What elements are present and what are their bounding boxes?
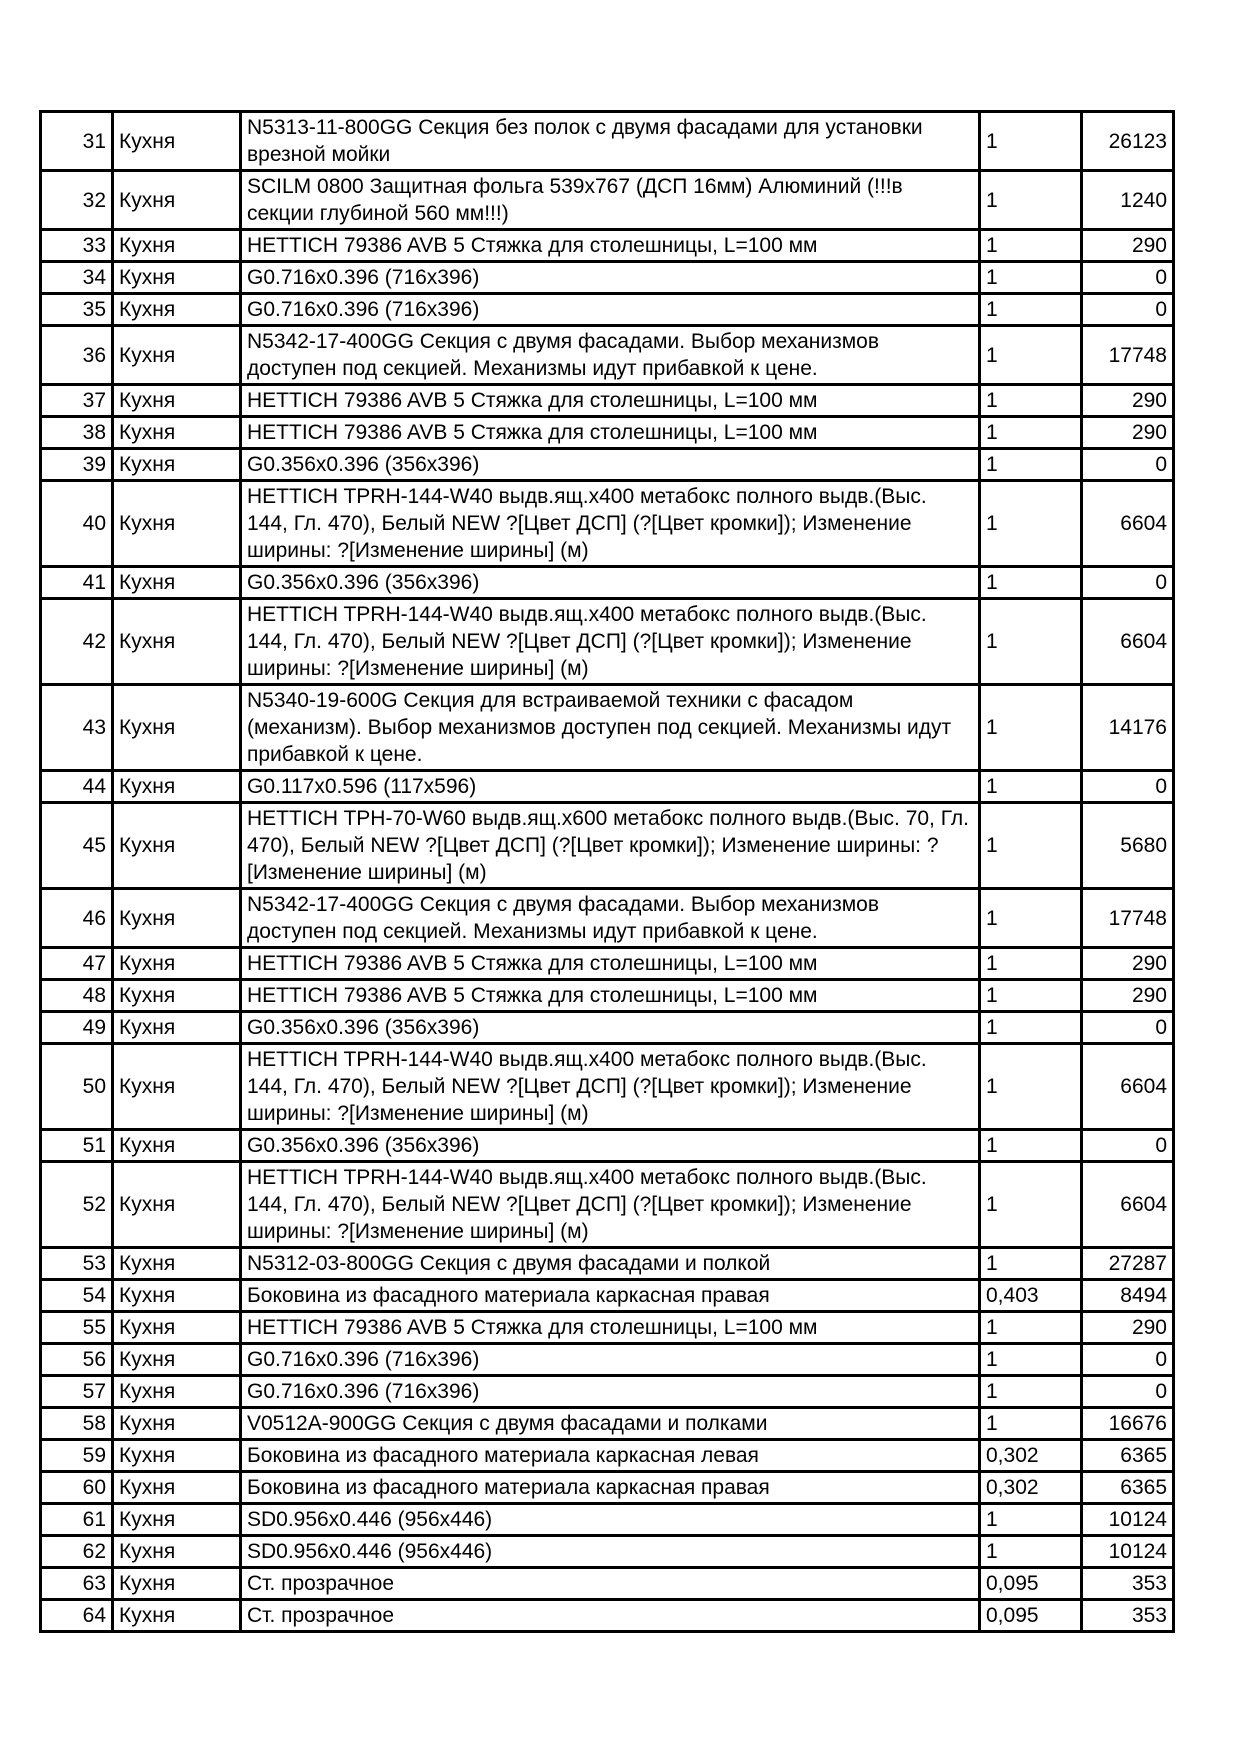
quantity-cell: 1: [980, 481, 1082, 567]
row-number-cell: 62: [41, 1536, 113, 1568]
price-cell: 0: [1082, 771, 1174, 803]
price-cell: 16676: [1082, 1408, 1174, 1440]
table-row: [41, 889, 1174, 948]
description-cell: Ст. прозрачное: [241, 1568, 980, 1600]
quantity-cell: 1: [980, 1408, 1082, 1440]
price-cell: 0: [1082, 1130, 1174, 1162]
description-cell: Ст. прозрачное: [241, 1600, 980, 1632]
row-number-cell: 56: [41, 1344, 113, 1376]
category-cell: Кухня: [113, 1376, 241, 1408]
price-cell: 8494: [1082, 1280, 1174, 1312]
row-number-cell: 35: [41, 294, 113, 326]
table-row: [41, 685, 1174, 771]
category-cell: Кухня: [113, 171, 241, 230]
price-cell: 14176: [1082, 685, 1174, 771]
quantity-cell: 1: [980, 294, 1082, 326]
price-cell: 17748: [1082, 326, 1174, 385]
quantity-cell: 0,095: [980, 1600, 1082, 1632]
table-row: [41, 449, 1174, 481]
table-row: [41, 1344, 1174, 1376]
price-cell: 290: [1082, 417, 1174, 449]
table-row: [41, 326, 1174, 385]
description-cell: G0.356x0.396 (356x396): [241, 1130, 980, 1162]
table-row: [41, 567, 1174, 599]
table-row: [41, 1600, 1174, 1632]
category-cell: Кухня: [113, 1472, 241, 1504]
row-number-cell: 58: [41, 1408, 113, 1440]
row-number-cell: 50: [41, 1044, 113, 1130]
row-number-cell: 33: [41, 230, 113, 262]
row-number-cell: 43: [41, 685, 113, 771]
price-cell: 6604: [1082, 1162, 1174, 1248]
category-cell: Кухня: [113, 1568, 241, 1600]
row-number-cell: 34: [41, 262, 113, 294]
price-cell: 6604: [1082, 599, 1174, 685]
table-row: [41, 1044, 1174, 1130]
quantity-cell: 0,302: [980, 1472, 1082, 1504]
description-cell: HETTICH 79386 AVB 5 Стяжка для столешницы, L=100 мм: [241, 385, 980, 417]
category-cell: Кухня: [113, 1130, 241, 1162]
quantity-cell: 1: [980, 1312, 1082, 1344]
description-cell: HETTICH TPRH-144-W40 выдв.ящ.х400 метабокс полного выдв.(Выс. 144, Гл. 470), Белый NEW ?[Цвет ДСП] (?[Цвет кромки]); Изменение ширины: ?[Изменение ширины] (м): [241, 1044, 980, 1130]
price-cell: 290: [1082, 948, 1174, 980]
quantity-cell: 1: [980, 230, 1082, 262]
price-cell: 0: [1082, 294, 1174, 326]
price-cell: 26123: [1082, 112, 1174, 171]
table-row: [41, 171, 1174, 230]
description-cell: HETTICH 79386 AVB 5 Стяжка для столешницы, L=100 мм: [241, 948, 980, 980]
row-number-cell: 57: [41, 1376, 113, 1408]
category-cell: Кухня: [113, 980, 241, 1012]
price-cell: 0: [1082, 567, 1174, 599]
category-cell: Кухня: [113, 685, 241, 771]
table-row: [41, 599, 1174, 685]
category-cell: Кухня: [113, 1012, 241, 1044]
price-cell: 17748: [1082, 889, 1174, 948]
row-number-cell: 48: [41, 980, 113, 1012]
category-cell: Кухня: [113, 230, 241, 262]
category-cell: Кухня: [113, 112, 241, 171]
quantity-cell: 1: [980, 1504, 1082, 1536]
table-row: [41, 230, 1174, 262]
description-cell: Боковина из фасадного материала каркасная правая: [241, 1472, 980, 1504]
row-number-cell: 49: [41, 1012, 113, 1044]
row-number-cell: 38: [41, 417, 113, 449]
category-cell: Кухня: [113, 294, 241, 326]
category-cell: Кухня: [113, 262, 241, 294]
table-row: [41, 1376, 1174, 1408]
table-row: [41, 417, 1174, 449]
table-row: [41, 112, 1174, 171]
description-cell: Боковина из фасадного материала каркасная левая: [241, 1440, 980, 1472]
category-cell: Кухня: [113, 326, 241, 385]
quantity-cell: 1: [980, 326, 1082, 385]
quantity-cell: 1: [980, 449, 1082, 481]
row-number-cell: 63: [41, 1568, 113, 1600]
category-cell: Кухня: [113, 1536, 241, 1568]
category-cell: Кухня: [113, 417, 241, 449]
description-cell: V0512A-900GG Секция с двумя фасадами и полками: [241, 1408, 980, 1440]
quantity-cell: 1: [980, 1376, 1082, 1408]
category-cell: Кухня: [113, 1440, 241, 1472]
category-cell: Кухня: [113, 1600, 241, 1632]
category-cell: Кухня: [113, 803, 241, 889]
table-row: [41, 1440, 1174, 1472]
description-cell: SD0.956x0.446 (956x446): [241, 1504, 980, 1536]
row-number-cell: 61: [41, 1504, 113, 1536]
quantity-cell: 1: [980, 980, 1082, 1012]
table-row: [41, 948, 1174, 980]
price-cell: 6604: [1082, 481, 1174, 567]
description-cell: N5313-11-800GG Секция без полок с двумя фасадами для установки врезной мойки: [241, 112, 980, 171]
price-cell: 1240: [1082, 171, 1174, 230]
category-cell: Кухня: [113, 1162, 241, 1248]
quantity-cell: 0,302: [980, 1440, 1082, 1472]
description-cell: HETTICH TPRH-144-W40 выдв.ящ.х400 метабокс полного выдв.(Выс. 144, Гл. 470), Белый NEW ?[Цвет ДСП] (?[Цвет кромки]); Изменение ширины: ?[Изменение ширины] (м): [241, 1162, 980, 1248]
row-number-cell: 36: [41, 326, 113, 385]
table-row: [41, 1568, 1174, 1600]
price-cell: 6604: [1082, 1044, 1174, 1130]
description-cell: HETTICH TPRH-144-W40 выдв.ящ.х400 метабокс полного выдв.(Выс. 144, Гл. 470), Белый NEW ?[Цвет ДСП] (?[Цвет кромки]); Изменение ширины: ?[Изменение ширины] (м): [241, 481, 980, 567]
category-cell: Кухня: [113, 449, 241, 481]
description-cell: HETTICH 79386 AVB 5 Стяжка для столешницы, L=100 мм: [241, 417, 980, 449]
price-cell: 10124: [1082, 1504, 1174, 1536]
table-row: [41, 1472, 1174, 1504]
category-cell: Кухня: [113, 599, 241, 685]
price-cell: 27287: [1082, 1248, 1174, 1280]
quantity-cell: 0,403: [980, 1280, 1082, 1312]
row-number-cell: 37: [41, 385, 113, 417]
row-number-cell: 64: [41, 1600, 113, 1632]
row-number-cell: 44: [41, 771, 113, 803]
row-number-cell: 54: [41, 1280, 113, 1312]
row-number-cell: 40: [41, 481, 113, 567]
quantity-cell: 1: [980, 1344, 1082, 1376]
row-number-cell: 53: [41, 1248, 113, 1280]
price-cell: 290: [1082, 980, 1174, 1012]
quantity-cell: 1: [980, 171, 1082, 230]
table-row: [41, 294, 1174, 326]
category-cell: Кухня: [113, 1408, 241, 1440]
table-row: [41, 1280, 1174, 1312]
description-cell: SD0.956x0.446 (956x446): [241, 1536, 980, 1568]
price-cell: 353: [1082, 1600, 1174, 1632]
quantity-cell: 1: [980, 417, 1082, 449]
description-cell: HETTICH 79386 AVB 5 Стяжка для столешницы, L=100 мм: [241, 1312, 980, 1344]
row-number-cell: 51: [41, 1130, 113, 1162]
price-cell: 0: [1082, 262, 1174, 294]
table-row: [41, 1312, 1174, 1344]
row-number-cell: 45: [41, 803, 113, 889]
description-cell: HETTICH 79386 AVB 5 Стяжка для столешницы, L=100 мм: [241, 980, 980, 1012]
row-number-cell: 46: [41, 889, 113, 948]
category-cell: Кухня: [113, 1248, 241, 1280]
quantity-cell: 1: [980, 1248, 1082, 1280]
description-cell: N5342-17-400GG Секция с двумя фасадами. Выбор механизмов доступен под секцией. Механизмы идут прибавкой к цене.: [241, 889, 980, 948]
quantity-cell: 1: [980, 771, 1082, 803]
table-row: [41, 262, 1174, 294]
row-number-cell: 60: [41, 1472, 113, 1504]
description-cell: G0.117x0.596 (117x596): [241, 771, 980, 803]
table-row: [41, 1012, 1174, 1044]
quantity-cell: 1: [980, 889, 1082, 948]
description-cell: HETTICH TPH-70-W60 выдв.ящ.х600 метабокс полного выдв.(Выс. 70, Гл. 470), Белый NEW ?[Цвет ДСП] (?[Цвет кромки]); Изменение ширины: ?[Изменение ширины] (м): [241, 803, 980, 889]
row-number-cell: 39: [41, 449, 113, 481]
row-number-cell: 52: [41, 1162, 113, 1248]
description-cell: N5342-17-400GG Секция с двумя фасадами. Выбор механизмов доступен под секцией. Механизмы идут прибавкой к цене.: [241, 326, 980, 385]
description-cell: HETTICH 79386 AVB 5 Стяжка для столешницы, L=100 мм: [241, 230, 980, 262]
table-row: [41, 385, 1174, 417]
price-cell: 5680: [1082, 803, 1174, 889]
price-cell: 6365: [1082, 1440, 1174, 1472]
category-cell: Кухня: [113, 948, 241, 980]
quantity-cell: 1: [980, 1044, 1082, 1130]
row-number-cell: 47: [41, 948, 113, 980]
category-cell: Кухня: [113, 889, 241, 948]
quantity-cell: 1: [980, 567, 1082, 599]
category-cell: Кухня: [113, 481, 241, 567]
quantity-cell: 1: [980, 1130, 1082, 1162]
price-cell: 290: [1082, 230, 1174, 262]
price-cell: 290: [1082, 385, 1174, 417]
description-cell: G0.356x0.396 (356x396): [241, 1012, 980, 1044]
description-cell: N5312-03-800GG Секция с двумя фасадами и полкой: [241, 1248, 980, 1280]
category-cell: Кухня: [113, 1312, 241, 1344]
table-row: [41, 1408, 1174, 1440]
row-number-cell: 41: [41, 567, 113, 599]
table-row: [41, 1248, 1174, 1280]
row-number-cell: 31: [41, 112, 113, 171]
description-cell: G0.356x0.396 (356x396): [241, 567, 980, 599]
description-cell: G0.716x0.396 (716x396): [241, 262, 980, 294]
quantity-cell: 1: [980, 685, 1082, 771]
price-cell: 0: [1082, 1376, 1174, 1408]
description-cell: G0.356x0.396 (356x396): [241, 449, 980, 481]
table-row: [41, 1162, 1174, 1248]
table-row: [41, 771, 1174, 803]
items-table: [39, 110, 1175, 1633]
category-cell: Кухня: [113, 771, 241, 803]
quantity-cell: 0,095: [980, 1568, 1082, 1600]
row-number-cell: 55: [41, 1312, 113, 1344]
quantity-cell: 1: [980, 1536, 1082, 1568]
price-cell: 6365: [1082, 1472, 1174, 1504]
description-cell: G0.716x0.396 (716x396): [241, 1376, 980, 1408]
category-cell: Кухня: [113, 1044, 241, 1130]
row-number-cell: 42: [41, 599, 113, 685]
description-cell: HETTICH TPRH-144-W40 выдв.ящ.х400 метабокс полного выдв.(Выс. 144, Гл. 470), Белый NEW ?[Цвет ДСП] (?[Цвет кромки]); Изменение ширины: ?[Изменение ширины] (м): [241, 599, 980, 685]
table-row: [41, 1536, 1174, 1568]
price-cell: 0: [1082, 449, 1174, 481]
table-row: [41, 1504, 1174, 1536]
quantity-cell: 1: [980, 1162, 1082, 1248]
description-cell: SCILM 0800 Защитная фольга 539х767 (ДСП 16мм) Алюминий (!!!в секции глубиной 560 мм!!!): [241, 171, 980, 230]
price-cell: 353: [1082, 1568, 1174, 1600]
quantity-cell: 1: [980, 112, 1082, 171]
description-cell: G0.716x0.396 (716x396): [241, 294, 980, 326]
category-cell: Кухня: [113, 1504, 241, 1536]
quantity-cell: 1: [980, 599, 1082, 685]
price-cell: 0: [1082, 1012, 1174, 1044]
quantity-cell: 1: [980, 803, 1082, 889]
table-row: [41, 1130, 1174, 1162]
row-number-cell: 59: [41, 1440, 113, 1472]
table-row: [41, 481, 1174, 567]
description-cell: G0.716x0.396 (716x396): [241, 1344, 980, 1376]
quantity-cell: 1: [980, 948, 1082, 980]
row-number-cell: 32: [41, 171, 113, 230]
category-cell: Кухня: [113, 1280, 241, 1312]
table-row: [41, 980, 1174, 1012]
quantity-cell: 1: [980, 262, 1082, 294]
table-row: [41, 803, 1174, 889]
items-table-body: [41, 112, 1174, 1632]
quantity-cell: 1: [980, 385, 1082, 417]
description-cell: N5340-19-600G Секция для встраиваемой техники с фасадом (механизм). Выбор механизмов доступен под секцией. Механизмы идут прибавкой к цене.: [241, 685, 980, 771]
category-cell: Кухня: [113, 1344, 241, 1376]
price-cell: 10124: [1082, 1536, 1174, 1568]
category-cell: Кухня: [113, 385, 241, 417]
price-cell: 290: [1082, 1312, 1174, 1344]
quantity-cell: 1: [980, 1012, 1082, 1044]
description-cell: Боковина из фасадного материала каркасная правая: [241, 1280, 980, 1312]
price-cell: 0: [1082, 1344, 1174, 1376]
category-cell: Кухня: [113, 567, 241, 599]
